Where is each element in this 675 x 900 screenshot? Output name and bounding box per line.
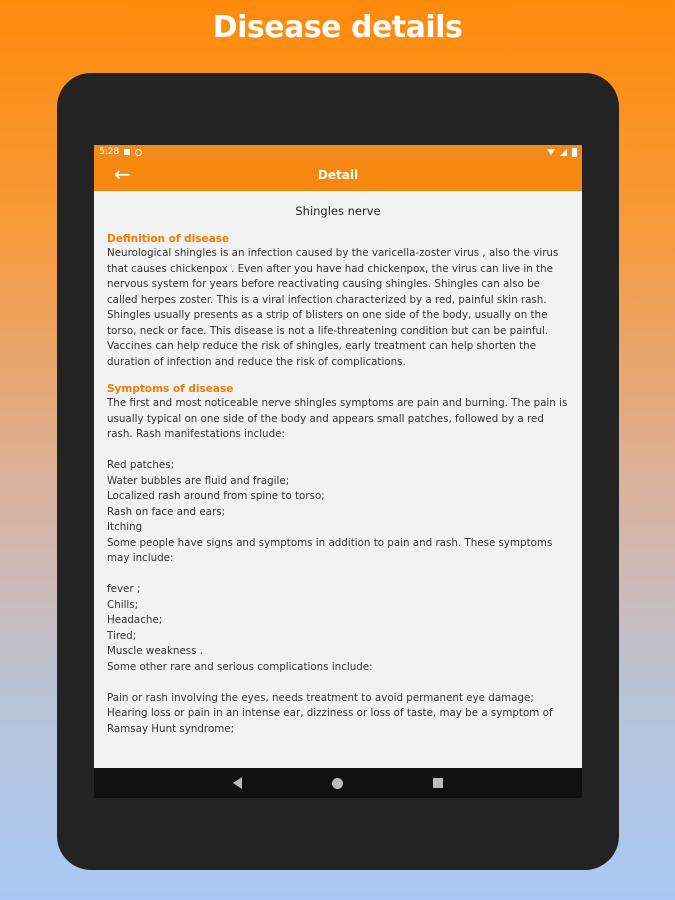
back-arrow-icon[interactable]: ← <box>114 162 131 186</box>
list-item: Some other rare and serious complications include: <box>107 660 373 673</box>
definition-text: Neurological shingles is an infection caused by the varicella-zoster virus , also the virus that causes chickenpox . Even after you have had chickenpox, the virus can live in the nervous system for years before reactivating causing shingles. Shingles can also be called herpes zoster. This is a viral infection characterized by a red, painful skin rash. Shingles usually presents as a strip of blisters on one side of the body, usually on the torso, neck or face. This disease is not a life-threatening condition but can be painful. Vaccines can help reduce the risk of shingles, early treatment can help shorten the duration of infection and reduce the risk of complications. <box>107 247 559 368</box>
other-symptoms-intro: Some people have signs and symptoms in addition to pain and rash. These symptoms may include: <box>107 536 553 564</box>
detail-content[interactable] <box>94 191 582 768</box>
definition-heading: Definition of disease <box>107 233 230 245</box>
list-item: Tired; <box>107 629 137 642</box>
list-item: Itching <box>107 521 143 533</box>
list-item: Localized rash around from spine to torso; <box>107 490 325 502</box>
list-item: Headache; <box>107 614 163 626</box>
banner-title: Disease details <box>212 10 463 45</box>
nav-home-icon[interactable] <box>332 778 343 789</box>
symptoms-intro: The first and most noticeable nerve shingles symptoms are pain and burning. The pain is usually typical on one side of the body and appears small patches, followed by a red rash. Rash manifestations include: <box>107 397 568 440</box>
list-item: Muscle weakness . <box>107 645 204 657</box>
sync-icon <box>135 149 142 156</box>
nav-back-icon[interactable] <box>233 777 242 789</box>
tablet-frame <box>57 73 619 870</box>
list-item: Hearing loss or pain in an intense ear, dizziness or loss of taste, may be a symptom of Ramsay Hunt syndrome; <box>107 707 553 735</box>
battery-icon <box>572 148 577 157</box>
status-bar <box>94 145 582 159</box>
list-item: fever ; <box>107 583 141 595</box>
list-item: Rash on face and ears; <box>107 505 226 518</box>
list-item: Water bubbles are fluid and fragile; <box>107 474 290 487</box>
signal-icon <box>560 149 567 156</box>
disease-title: Shingles nerve <box>295 204 381 218</box>
list-item: Chills; <box>107 598 139 611</box>
notification-icon <box>124 149 130 155</box>
app-bar-title: Detail <box>317 168 359 182</box>
app-bar <box>94 159 582 191</box>
status-time: 5:28 <box>99 147 120 157</box>
nav-recents-icon[interactable] <box>433 778 443 788</box>
device-screen <box>94 145 582 798</box>
list-item: Pain or rash involving the eyes, needs treatment to avoid permanent eye damage; <box>107 691 534 704</box>
system-nav-bar <box>94 768 582 798</box>
symptoms-heading: Symptoms of disease <box>107 383 234 395</box>
list-item: Red patches; <box>107 459 175 471</box>
wifi-icon <box>547 149 555 155</box>
